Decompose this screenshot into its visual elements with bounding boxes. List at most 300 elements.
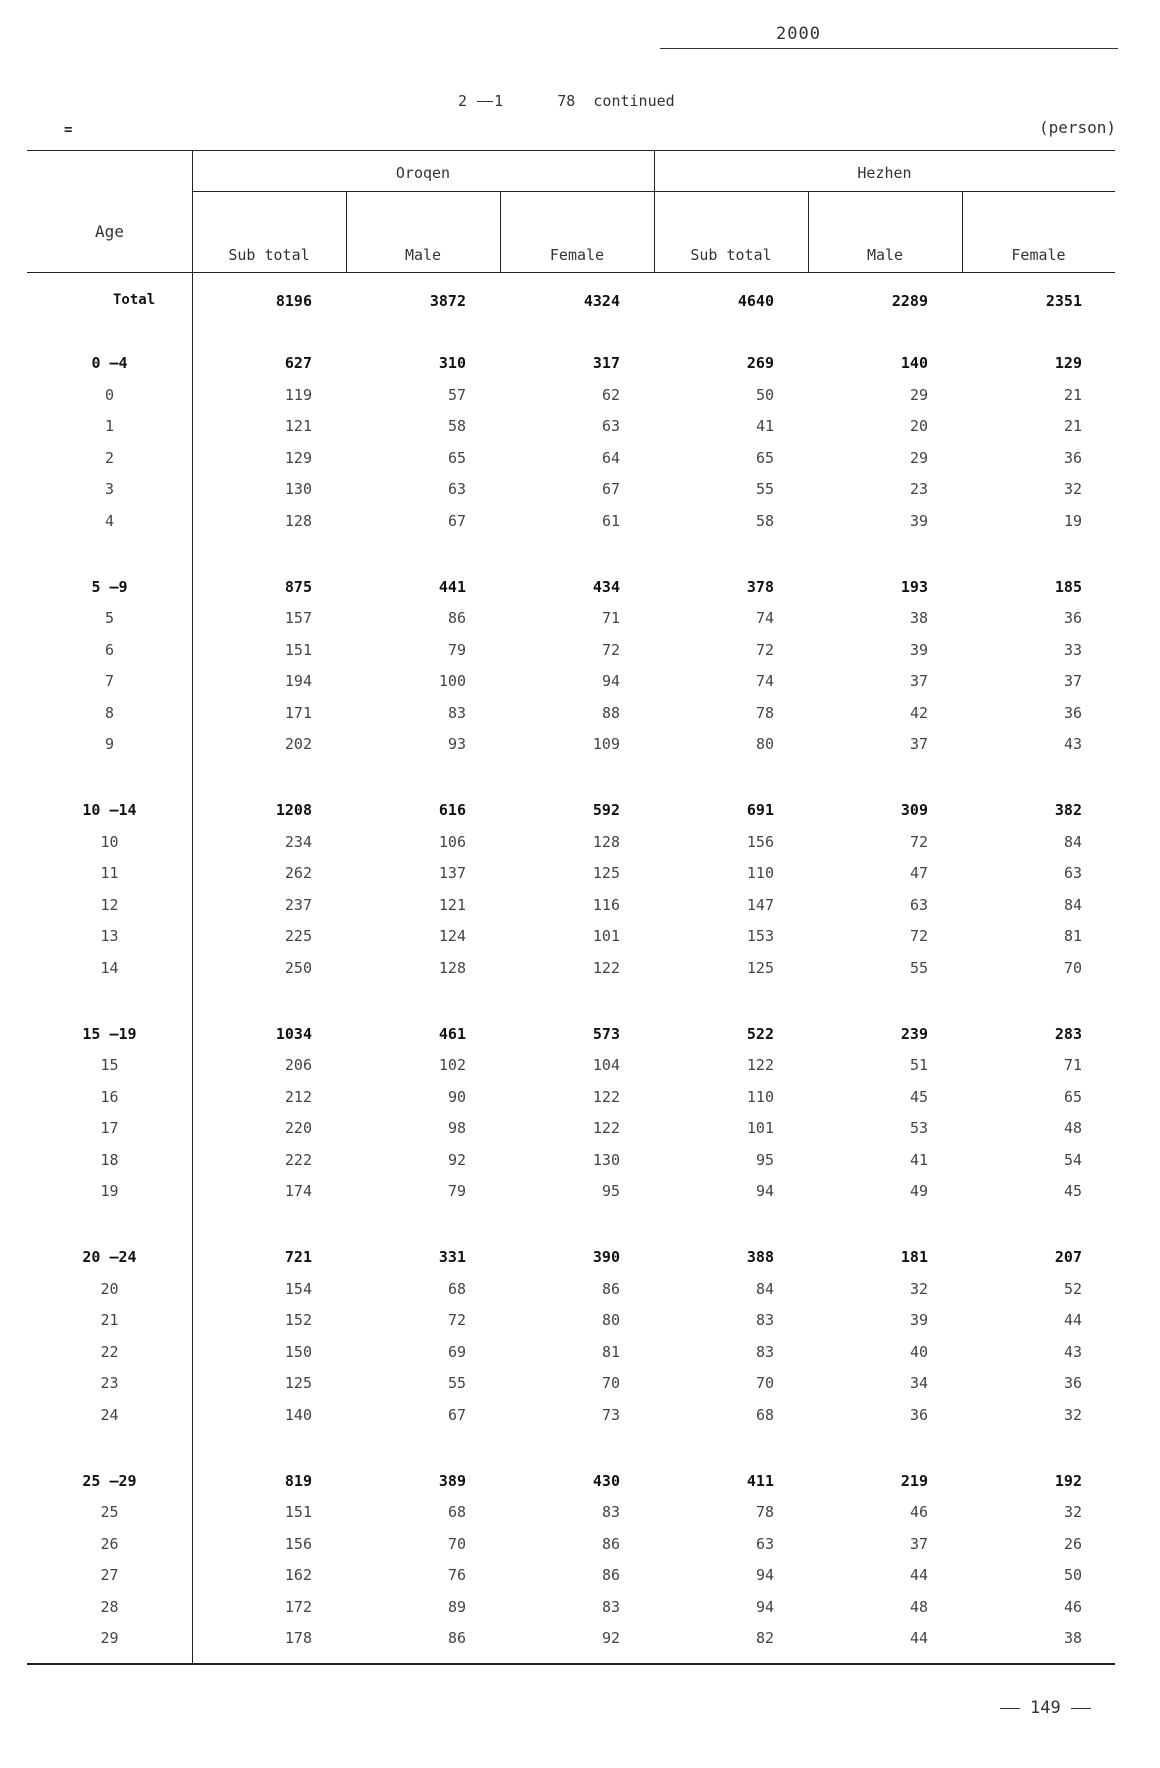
age-cell: 20	[100, 1279, 119, 1298]
table-cell: 76	[447, 1566, 466, 1584]
table-row-group	[27, 354, 1115, 382]
table-cell: 691	[746, 801, 774, 819]
table-cell: 269	[746, 354, 774, 372]
table-bottom-rule	[27, 1663, 1115, 1665]
table-cell: 153	[746, 927, 774, 945]
table-cell: 79	[447, 640, 466, 659]
table-cell: 74	[755, 609, 774, 627]
table-cell: 80	[601, 1311, 620, 1329]
table-cell: 43	[1063, 1342, 1082, 1361]
group-header-hezhen: Hezhen	[857, 164, 912, 182]
table-cell: 70	[447, 1534, 466, 1553]
table-cell: 122	[592, 958, 620, 977]
table-cell: 79	[447, 1182, 466, 1200]
age-cell: 10	[100, 832, 119, 851]
table-cell: 106	[438, 832, 466, 851]
table-cell: 44	[909, 1566, 928, 1584]
table-row-group	[27, 1025, 1115, 1053]
age-cell: 11	[100, 864, 119, 882]
table-cell: 125	[746, 958, 774, 977]
table-cell: 151	[284, 640, 312, 659]
table-cell: 83	[447, 703, 466, 722]
table-cell: 92	[601, 1629, 620, 1647]
age-cell: 24	[100, 1405, 119, 1424]
caption-mid: 1	[494, 92, 504, 110]
table-cell: 39	[909, 640, 928, 659]
table-cell: 39	[909, 1311, 928, 1329]
age-column-header: Age	[95, 222, 124, 241]
table-cell: 72	[447, 1311, 466, 1329]
table-cell: 212	[284, 1087, 312, 1106]
table-row-group	[27, 1248, 1115, 1276]
table-cell: 83	[755, 1342, 774, 1361]
table-cell: 86	[447, 609, 466, 627]
table-cell: 875	[284, 577, 312, 596]
table-cell: 178	[284, 1629, 312, 1647]
table-cell: 262	[284, 864, 312, 882]
table-cell: 206	[284, 1056, 312, 1074]
table-cell: 65	[1063, 1087, 1082, 1106]
table-cell: 130	[592, 1150, 620, 1169]
table-cell: 237	[284, 895, 312, 914]
table-cell: 86	[601, 1534, 620, 1553]
table-cell: 130	[284, 480, 312, 498]
table-cell: 63	[601, 417, 620, 435]
age-cell: 1	[104, 417, 115, 435]
table-cell: 70	[755, 1374, 774, 1392]
table-cell: 202	[284, 735, 312, 753]
age-cell: 7	[104, 672, 115, 690]
table-cell: 62	[601, 385, 620, 404]
table-row	[27, 609, 1115, 637]
table-cell: 44	[1063, 1311, 1082, 1329]
table-cell: 74	[755, 672, 774, 690]
table-cell: 819	[284, 1471, 312, 1490]
table-cell: 4640	[737, 292, 774, 310]
table-cell: 86	[601, 1566, 620, 1584]
table-cell: 45	[909, 1087, 928, 1106]
table-cell: 101	[746, 1119, 774, 1137]
table-cell: 92	[447, 1150, 466, 1169]
table-cell: 156	[746, 832, 774, 851]
table-cell: 309	[900, 801, 928, 819]
age-cell: 19	[100, 1182, 119, 1200]
table-cell: 86	[447, 1629, 466, 1647]
table-cell: 378	[746, 577, 774, 596]
table-cell: 185	[1054, 577, 1082, 596]
table-row	[27, 1598, 1115, 1626]
table-cell: 63	[755, 1534, 774, 1553]
table-cell: 1034	[275, 1024, 312, 1043]
age-cell: 5	[104, 609, 115, 627]
table-cell: 50	[755, 385, 774, 404]
table-cell: 94	[755, 1182, 774, 1200]
table-cell: 207	[1054, 1248, 1082, 1266]
table-row	[27, 1311, 1115, 1339]
table-cell: 38	[1063, 1629, 1082, 1647]
table-cell: 154	[284, 1279, 312, 1298]
table-cell: 129	[1054, 354, 1082, 372]
table-row	[27, 1566, 1115, 1594]
table-cell: 21	[1063, 385, 1082, 404]
table-cell: 250	[284, 958, 312, 977]
table-cell: 172	[284, 1597, 312, 1616]
table-cell: 82	[755, 1629, 774, 1647]
table-cell: 317	[592, 354, 620, 372]
table-cell: 83	[601, 1503, 620, 1521]
table-cell: 102	[438, 1056, 466, 1074]
table-cell: 72	[909, 927, 928, 945]
age-cell: 28	[100, 1597, 119, 1616]
table-cell: 47	[909, 864, 928, 882]
table-cell: 151	[284, 1503, 312, 1521]
age-cell: 22	[100, 1342, 119, 1361]
table-row	[27, 417, 1115, 445]
table-cell: 78	[755, 703, 774, 722]
table-cell: 100	[438, 672, 466, 690]
table-cell: 50	[1063, 1566, 1082, 1584]
table-cell: 21	[1063, 417, 1082, 435]
table-header-rule	[27, 272, 1115, 273]
table-cell: 592	[592, 801, 620, 819]
table-cell: 220	[284, 1119, 312, 1137]
age-cell: 25 —29	[82, 1471, 137, 1490]
table-cell: 83	[755, 1311, 774, 1329]
table-cell: 69	[447, 1342, 466, 1361]
table-cell: 37	[909, 1534, 928, 1553]
subheader-hezhen-male: Male	[866, 246, 904, 264]
table-cell: 94	[755, 1597, 774, 1616]
table-row	[27, 1629, 1115, 1657]
header-year: 2000	[776, 24, 821, 44]
table-cell: 382	[1054, 801, 1082, 819]
table-cell: 33	[1063, 640, 1082, 659]
table-cell: 522	[746, 1024, 774, 1043]
table-row-group	[27, 801, 1115, 829]
subheader-hezhen-female: Female	[1011, 246, 1066, 264]
table-cell: 38	[909, 609, 928, 627]
table-cell: 68	[447, 1503, 466, 1521]
table-cell: 93	[447, 735, 466, 753]
table-cell: 68	[447, 1279, 466, 1298]
table-cell: 128	[438, 958, 466, 977]
table-row	[27, 1374, 1115, 1402]
table-row	[27, 864, 1115, 892]
table-cell: 129	[284, 448, 312, 467]
table-cell: 39	[909, 511, 928, 530]
table-cell: 3872	[429, 292, 466, 310]
table-cell: 57	[447, 385, 466, 404]
table-cell: 116	[592, 895, 620, 914]
table-cell: 411	[746, 1471, 774, 1490]
age-cell: 21	[100, 1311, 119, 1329]
age-cell: 20 —24	[82, 1248, 137, 1266]
table-cell: 36	[1063, 448, 1082, 467]
corner-mark: =	[64, 122, 73, 138]
table-cell: 4324	[583, 292, 620, 310]
age-cell: 0	[104, 385, 115, 404]
table-cell: 156	[284, 1534, 312, 1553]
table-cell: 63	[447, 480, 466, 498]
table-row	[27, 1343, 1115, 1371]
table-top-rule	[27, 150, 1115, 151]
table-row	[27, 1119, 1115, 1147]
table-row	[27, 896, 1115, 924]
table-cell: 388	[746, 1248, 774, 1266]
subheader-oroqen-male: Male	[404, 246, 442, 264]
table-cell: 40	[909, 1342, 928, 1361]
table-cell: 95	[601, 1182, 620, 1200]
table-cell: 36	[1063, 609, 1082, 627]
table-cell: 121	[284, 417, 312, 435]
table-cell: 192	[1054, 1471, 1082, 1490]
table-cell: 65	[447, 448, 466, 467]
table-cell: 573	[592, 1024, 620, 1043]
age-cell: 15 —19	[82, 1024, 137, 1043]
table-cell: 37	[909, 672, 928, 690]
table-cell: 225	[284, 927, 312, 945]
table-cell: 94	[601, 672, 620, 690]
table-row-total	[27, 292, 1115, 320]
table-row	[27, 512, 1115, 540]
table-cell: 193	[900, 577, 928, 596]
table-cell: 81	[1063, 927, 1082, 945]
table-cell: 721	[284, 1248, 312, 1266]
table-cell: 43	[1063, 735, 1082, 753]
table-row	[27, 704, 1115, 732]
table-cell: 310	[438, 354, 466, 372]
table-row	[27, 672, 1115, 700]
table-cell: 32	[1063, 480, 1082, 498]
page-dash-left	[1000, 1708, 1020, 1709]
table-cell: 32	[1063, 1405, 1082, 1424]
table-row	[27, 480, 1115, 508]
table-cell: 283	[1054, 1024, 1082, 1043]
table-cell: 64	[601, 448, 620, 467]
table-cell: 49	[909, 1182, 928, 1200]
table-cell: 29	[909, 448, 928, 467]
age-cell: 3	[104, 480, 115, 498]
age-cell: 10 —14	[82, 801, 137, 819]
table-cell: 157	[284, 609, 312, 627]
table-cell: 36	[909, 1405, 928, 1424]
table-cell: 627	[284, 354, 312, 372]
table-cell: 121	[438, 895, 466, 914]
table-cell: 36	[1063, 1374, 1082, 1392]
table-row	[27, 1151, 1115, 1179]
table-cell: 68	[755, 1405, 774, 1424]
table-cell: 55	[447, 1374, 466, 1392]
table-row	[27, 449, 1115, 477]
table-cell: 152	[284, 1311, 312, 1329]
table-cell: 441	[438, 577, 466, 596]
page-number-value: 149	[1030, 1698, 1061, 1718]
table-cell: 140	[900, 354, 928, 372]
table-cell: 2289	[891, 292, 928, 310]
age-cell: 8	[104, 703, 115, 722]
table-cell: 137	[438, 864, 466, 882]
table-cell: 331	[438, 1248, 466, 1266]
table-cell: 194	[284, 672, 312, 690]
table-cell: 58	[755, 511, 774, 530]
table-caption	[458, 92, 675, 110]
table-cell: 104	[592, 1056, 620, 1074]
table-cell: 23	[909, 480, 928, 498]
table-cell: 55	[909, 958, 928, 977]
table-cell: 95	[755, 1150, 774, 1169]
table-cell: 222	[284, 1150, 312, 1169]
age-cell: 14	[100, 958, 119, 977]
table-cell: 63	[1063, 864, 1082, 882]
page-dash-right	[1071, 1708, 1091, 1709]
age-cell: 25	[100, 1503, 119, 1521]
age-cell: 23	[100, 1374, 119, 1392]
table-row-group	[27, 578, 1115, 606]
table-cell: 110	[746, 864, 774, 882]
table-cell: 86	[601, 1279, 620, 1298]
age-cell: 16	[100, 1087, 119, 1106]
table-cell: 122	[592, 1087, 620, 1106]
table-row-group	[27, 1472, 1115, 1500]
caption-left: 2	[458, 92, 468, 110]
table-cell: 81	[601, 1342, 620, 1361]
table-cell: 71	[1063, 1056, 1082, 1074]
table-cell: 2351	[1045, 292, 1082, 310]
table-cell: 122	[746, 1056, 774, 1074]
unit-label: (person)	[1038, 118, 1116, 137]
table-cell: 101	[592, 927, 620, 945]
table-row	[27, 1056, 1115, 1084]
table-row	[27, 1503, 1115, 1531]
table-cell: 73	[601, 1405, 620, 1424]
table-row	[27, 641, 1115, 669]
table-cell: 52	[1063, 1279, 1082, 1298]
age-cell: 27	[100, 1566, 119, 1584]
table-cell: 45	[1063, 1182, 1082, 1200]
table-cell: 110	[746, 1087, 774, 1106]
table-cell: 122	[592, 1119, 620, 1137]
total-label: Total	[113, 292, 156, 308]
table-cell: 8196	[275, 292, 312, 310]
table-cell: 434	[592, 577, 620, 596]
table-cell: 51	[909, 1056, 928, 1074]
subheader-oroqen-subtotal: Sub total	[228, 246, 310, 264]
table-cell: 19	[1063, 511, 1082, 530]
table-cell: 119	[284, 385, 312, 404]
table-row	[27, 1406, 1115, 1434]
table-cell: 63	[909, 895, 928, 914]
table-cell: 461	[438, 1024, 466, 1043]
table-row	[27, 386, 1115, 414]
table-cell: 174	[284, 1182, 312, 1200]
table-row	[27, 833, 1115, 861]
table-cell: 90	[447, 1087, 466, 1106]
table-cell: 390	[592, 1248, 620, 1266]
table-row	[27, 735, 1115, 763]
table-cell: 150	[284, 1342, 312, 1361]
table-cell: 46	[1063, 1597, 1082, 1616]
table-cell: 98	[447, 1119, 466, 1137]
table-cell: 37	[909, 735, 928, 753]
table-cell: 88	[601, 703, 620, 722]
table-cell: 48	[1063, 1119, 1082, 1137]
table-cell: 84	[755, 1279, 774, 1298]
table-cell: 70	[601, 1374, 620, 1392]
table-cell: 80	[755, 735, 774, 753]
table-cell: 67	[447, 511, 466, 530]
table-cell: 94	[755, 1566, 774, 1584]
table-row	[27, 1182, 1115, 1210]
table-cell: 32	[1063, 1503, 1082, 1521]
table-cell: 171	[284, 703, 312, 722]
table-cell: 34	[909, 1374, 928, 1392]
table-cell: 83	[601, 1597, 620, 1616]
age-cell: 26	[100, 1534, 119, 1553]
table-cell: 67	[601, 480, 620, 498]
table-cell: 44	[909, 1629, 928, 1647]
table-cell: 29	[909, 385, 928, 404]
table-cell: 41	[755, 417, 774, 435]
table-cell: 219	[900, 1471, 928, 1490]
table-cell: 37	[1063, 672, 1082, 690]
table-cell: 72	[601, 640, 620, 659]
table-cell: 41	[909, 1150, 928, 1169]
table-cell: 430	[592, 1471, 620, 1490]
table-row	[27, 927, 1115, 955]
table-cell: 1208	[275, 801, 312, 819]
table-cell: 55	[755, 480, 774, 498]
table-cell: 26	[1063, 1534, 1082, 1553]
table-cell: 162	[284, 1566, 312, 1584]
subheader-oroqen-female: Female	[549, 246, 605, 264]
age-cell: 5 —9	[91, 577, 128, 596]
table-cell: 32	[909, 1279, 928, 1298]
table-cell: 128	[592, 832, 620, 851]
caption-num: 78	[557, 92, 576, 110]
subheader-hezhen-subtotal: Sub total	[690, 246, 772, 264]
table-cell: 46	[909, 1503, 928, 1521]
table-cell: 48	[909, 1597, 928, 1616]
caption-text: continued	[593, 92, 675, 110]
age-cell: 12	[100, 895, 119, 914]
age-cell: 0 —4	[91, 354, 128, 372]
table-cell: 72	[755, 640, 774, 659]
table-cell: 72	[909, 832, 928, 851]
age-cell: 18	[100, 1150, 119, 1169]
table-cell: 109	[592, 735, 620, 753]
age-cell: 4	[104, 511, 115, 530]
table-cell: 84	[1063, 832, 1082, 851]
table-cell: 65	[755, 448, 774, 467]
table-cell: 70	[1063, 958, 1082, 977]
age-cell: 9	[104, 735, 115, 753]
table-cell: 125	[592, 864, 620, 882]
table-row	[27, 959, 1115, 987]
table-cell: 239	[900, 1024, 928, 1043]
table-cell: 61	[601, 511, 620, 530]
age-cell: 15	[100, 1056, 119, 1074]
age-cell: 6	[104, 640, 115, 659]
table-cell: 78	[755, 1503, 774, 1521]
table-cell: 53	[909, 1119, 928, 1137]
table-cell: 84	[1063, 895, 1082, 914]
caption-dash	[477, 101, 493, 102]
table-cell: 42	[909, 703, 928, 722]
header-rule	[660, 48, 1118, 49]
table-cell: 58	[447, 417, 466, 435]
table-cell: 147	[746, 895, 774, 914]
table-cell: 389	[438, 1471, 466, 1490]
